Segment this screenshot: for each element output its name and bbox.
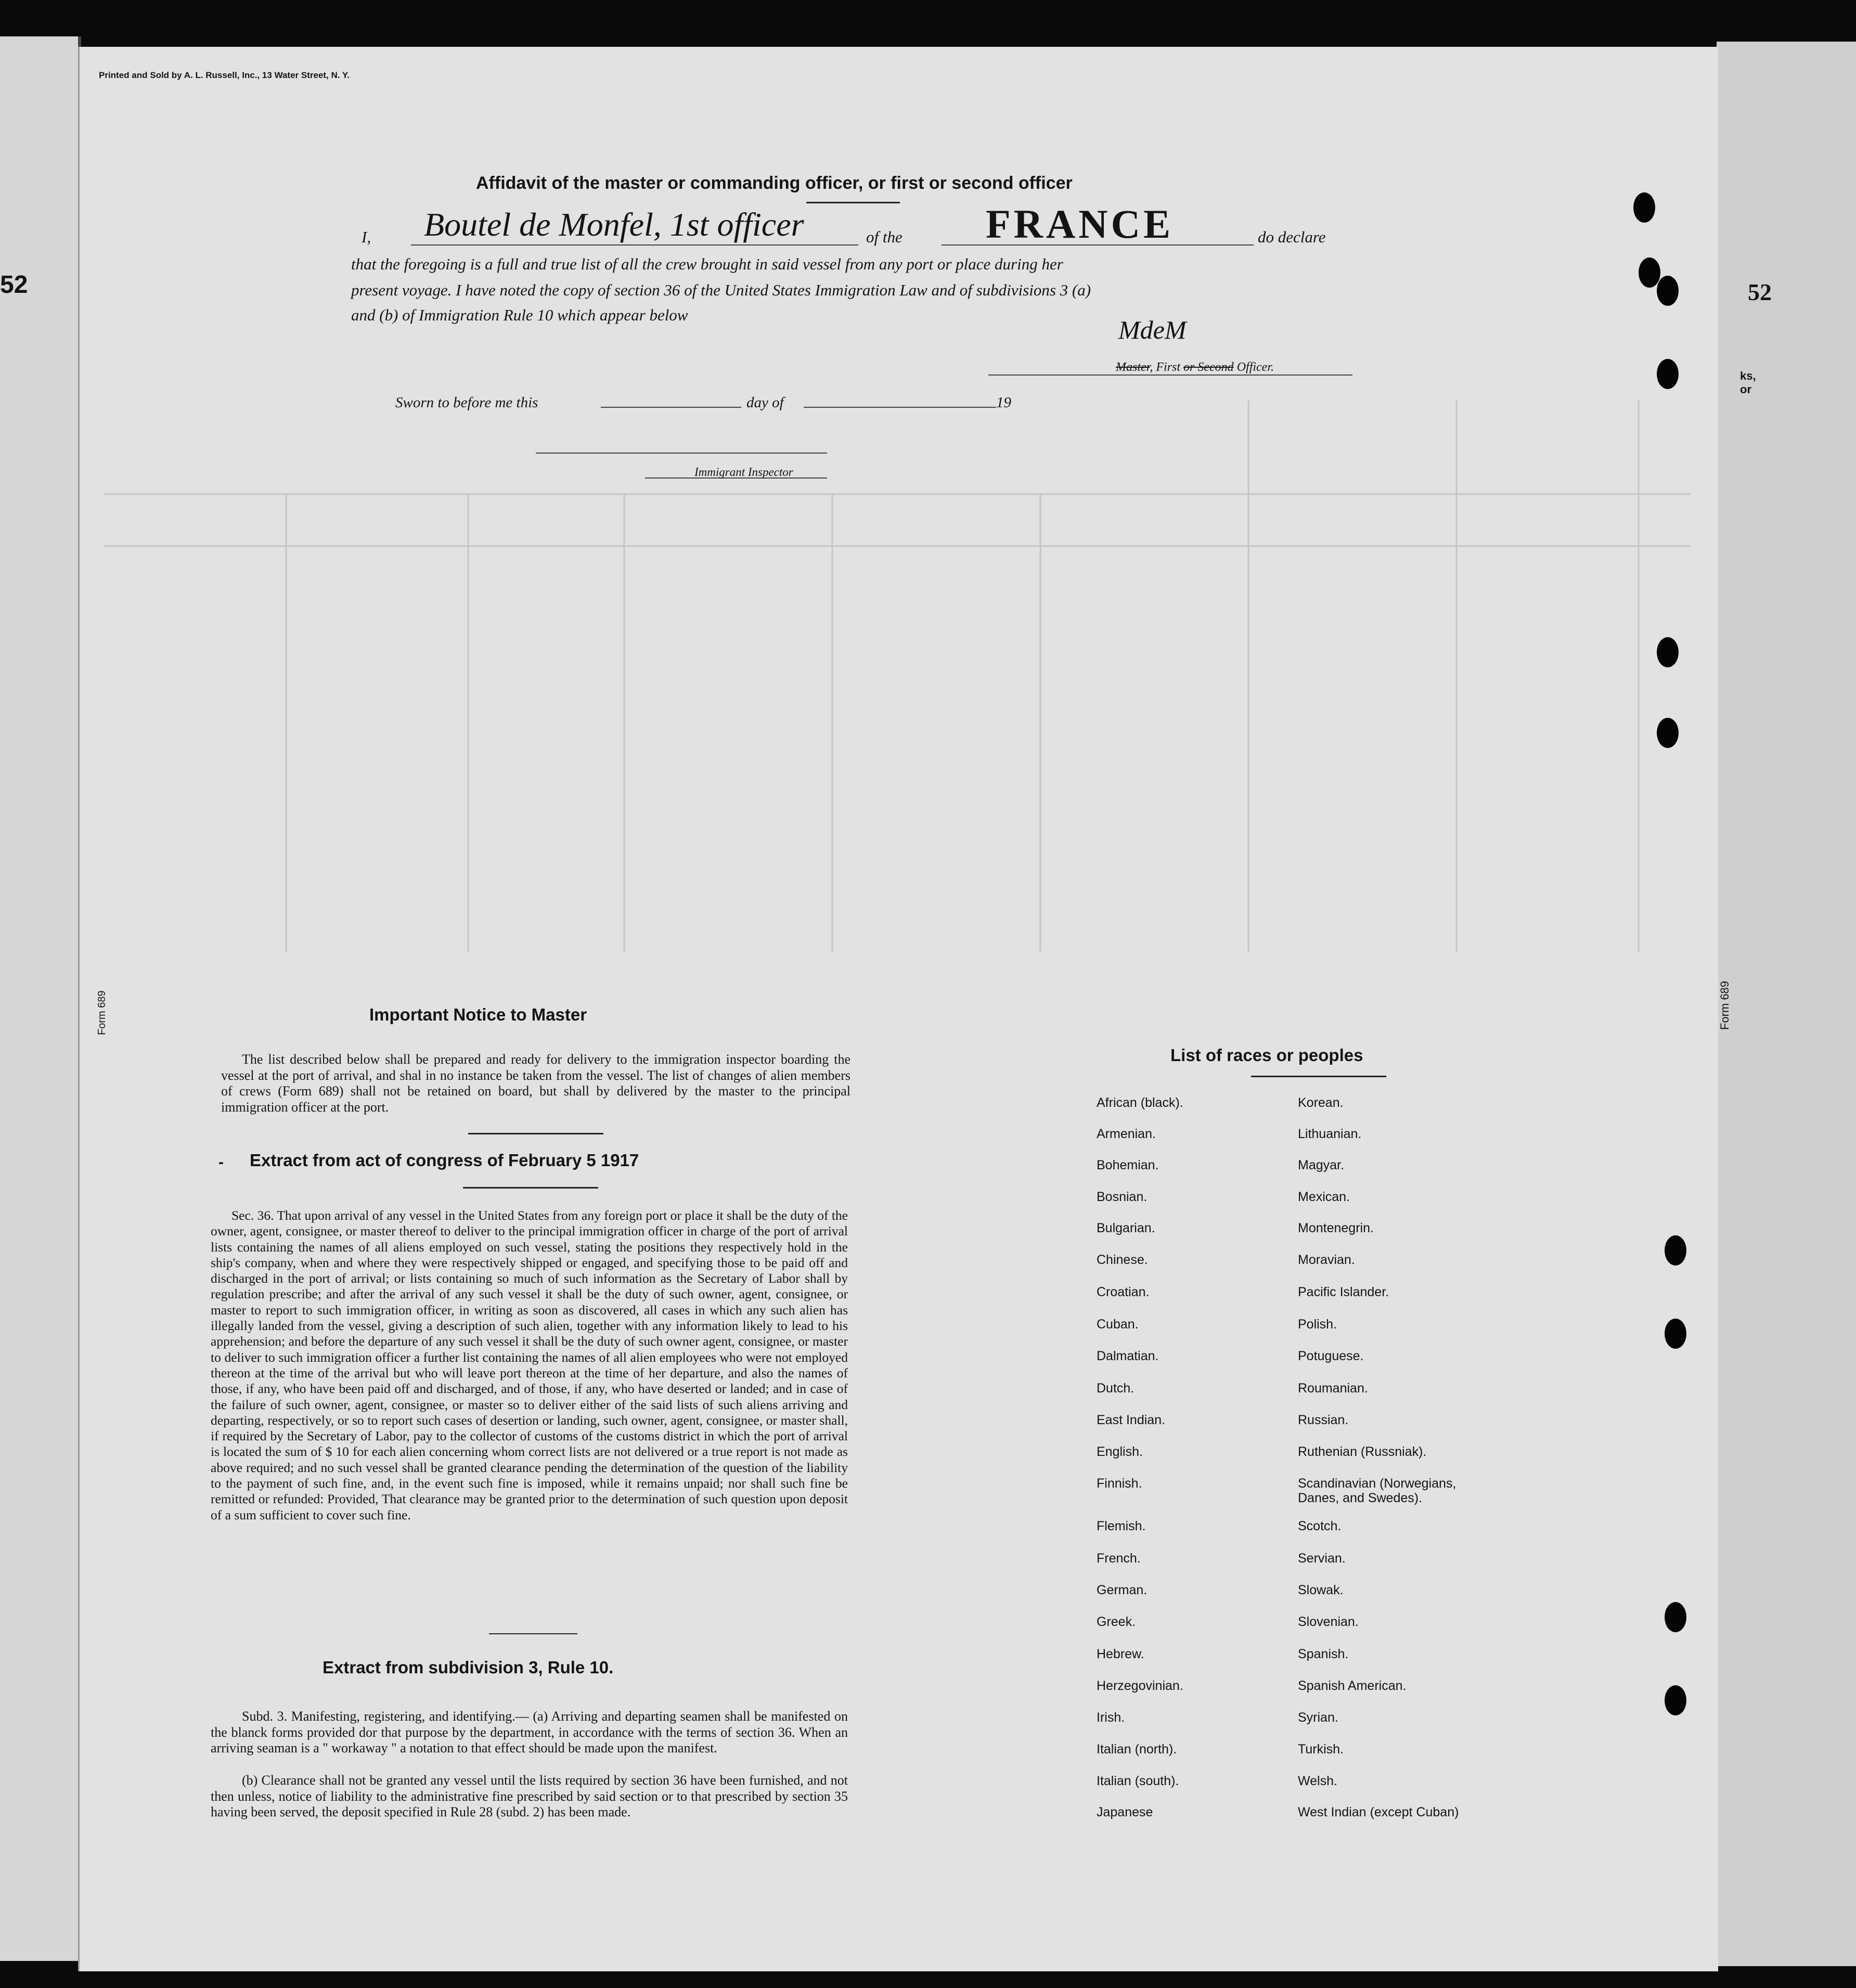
- affidavit-title: Affidavit of the master or commanding officer, or first or second officer: [476, 173, 1073, 193]
- day-of-label: day of: [746, 394, 784, 411]
- do-declare-label: do declare: [1258, 228, 1326, 246]
- binding-hole: [1665, 1602, 1686, 1632]
- vessel-name: FRANCE: [986, 201, 1174, 247]
- race-right-item: Syrian.: [1298, 1710, 1338, 1725]
- race-right-item: Russian.: [1298, 1413, 1349, 1427]
- race-right-item: Spanish American.: [1298, 1679, 1407, 1693]
- race-right-item: Polish.: [1298, 1317, 1337, 1332]
- race-left-item: Italian (north).: [1097, 1742, 1177, 1757]
- right-page-strip: [1717, 42, 1856, 1966]
- race-right-item: Scandinavian (Norwegians, Danes, and Swedes).: [1298, 1476, 1457, 1505]
- binding-hole: [1665, 1685, 1686, 1715]
- extract1-title: Extract from act of congress of February 5 1917: [250, 1151, 639, 1170]
- race-right-item: Ruthenian (Russniak).: [1298, 1444, 1427, 1459]
- binding-hole: [1665, 1235, 1686, 1266]
- extract1-rule: [463, 1187, 598, 1189]
- page-number-right: 52: [1748, 279, 1772, 305]
- affidavit-i: I,: [362, 228, 371, 246]
- extract1-dash: -: [218, 1154, 224, 1171]
- race-right-item: Roumanian.: [1298, 1381, 1368, 1396]
- race-left-item: French.: [1097, 1551, 1141, 1566]
- race-left-item: Chinese.: [1097, 1253, 1148, 1267]
- race-left-item: East Indian.: [1097, 1413, 1166, 1427]
- race-left-item: Bulgarian.: [1097, 1221, 1155, 1235]
- name-line: [411, 244, 858, 246]
- extract1-text: Sec. 36. That upon arrival of any vessel in the United States from any foreign port or place it shall be the duty of the owner, agent, consignee, or master thereof to deliver to the principal immigration officer in charge of the port of arrival lists containing the names of all aliens employed on such vessel, stating the positions they respectively hold in the ship's company, when and where they were respectively shipped or engaged, and specifying those to be paid off and discharged in the port of arrival; or lists containing so much of such information as the Secretary of Labor shall by regulation prescribe; and after the arrival of any such vessel it shall be the duty of such owner, agent, consignee, or master to report to such immigration officer, in writing as soon as discovered, all cases in which any such alien has illegally landed from the vessel, giving a description of such alien, together with any information likely to lead to his apprehension; and before the departure of any such vessel it shall be the duty of such owner agent, consignee, or master to deliver to such immigration officer a further list containing the names of all alien employees who were not employed thereon at the time of the arrival but who will leave port thereon at the time of her departure, and also the names of those, if any, who have been paid off and discharged, and of those, if any, who have deserted or landed; and in case of the failure of such owner, agent, consignee, or master so to deliver either of the said lists of such aliens arriving and departing, respectively, or so to report such cases of desertion or landing, such owner, agent, consignee, or master shall, if required by the Secretary of Labor, pay to the collector of customs of the customs district in which the port of arrival is located the sum of $ 10 for each alien concerning whom correct lists are not delivered or a true report is not made as above required; and no such vessel shall be granted clearance pending the determination of the question of the liability to the payment of such fine, and, in the event such fine is imposed, while it remains unpaid; nor shall such fine be remitted or refunded: Provided, That clearance may be granted prior to the determination of such question upon deposit of a sum sufficient to cover such fine.: [211, 1208, 848, 1522]
- year-prefix: 19: [996, 394, 1011, 411]
- race-left-item: Bosnian.: [1097, 1190, 1148, 1204]
- race-right-item: Pacific Islander.: [1298, 1285, 1389, 1299]
- extract2-text-a: Subd. 3. Manifesting, registering, and identifying.— (a) Arriving and departing seamen shall be manifested on the blanck forms provided dor that purpose by the department, in accordance with the terms of section 36. When an arriving seaman is a " workaway " a notation to that effect should be made upon the manifest.: [211, 1709, 848, 1755]
- race-left-item: Hebrew.: [1097, 1647, 1144, 1661]
- binding-hole: [1657, 276, 1679, 306]
- margin-fragment: ks, or: [1740, 369, 1756, 396]
- left-page-strip: [0, 36, 81, 1961]
- race-left-item: Dutch.: [1097, 1381, 1135, 1396]
- vessel-line: [942, 244, 1254, 246]
- race-right-item: Slowak.: [1298, 1583, 1344, 1597]
- officer-name-handwritten: Boutel de Monfel, 1st officer: [424, 206, 804, 243]
- second-struck: or Second: [1183, 360, 1234, 374]
- affidavit-line-2: that the foregoing is a full and true list of all the crew brought in said vessel from any port or place during her: [351, 255, 1063, 273]
- notice-text: The list described below shall be prepared and ready for delivery to the immigration inspector boarding the vessel at the port of arrival, and shal in no instance be taken from the vessel. The list of changes of alien members of crews (Form 689) shall not be retained on board, but shall by delivered by the master to the principal immigration officer at the port.: [221, 1052, 850, 1115]
- race-right-item: Welsh.: [1298, 1774, 1337, 1788]
- race-right-item: Mexican.: [1298, 1190, 1350, 1204]
- sworn-label: Sworn to before me this: [395, 394, 538, 411]
- race-left-item: Irish.: [1097, 1710, 1125, 1725]
- race-right-item: Slovenian.: [1298, 1615, 1359, 1629]
- race-right-item: West Indian (except Cuban): [1298, 1805, 1459, 1819]
- race-right-item: Lithuanian.: [1298, 1127, 1362, 1141]
- race-right-item: Montenegrin.: [1298, 1221, 1374, 1235]
- extract2-text-b: (b) Clearance shall not be granted any vessel until the lists required by section 36 have been furnished, and not then unless, notice of liability to the administrative fine prescribed by said section or to that prescribed by section 35 having been served, the deposit specified in Rule 28 (subd. 2) has been made.: [211, 1773, 848, 1819]
- affidavit-line-4: and (b) of Immigration Rule 10 which appear below: [351, 306, 688, 324]
- races-title: List of races or peoples: [1170, 1045, 1363, 1065]
- printer-credit: Printed and Sold by A. L. Russell, Inc., 13 Water Street, N. Y.: [99, 70, 350, 80]
- month-line: [804, 407, 996, 408]
- race-right-item: Magyar.: [1298, 1158, 1344, 1172]
- race-right-item: Korean.: [1298, 1095, 1344, 1110]
- notice-rule: [468, 1133, 603, 1134]
- race-left-item: Flemish.: [1097, 1519, 1146, 1533]
- race-left-item: Japanese: [1097, 1805, 1153, 1819]
- races-rule: [1251, 1076, 1386, 1077]
- affidavit-line-3: present voyage. I have noted the copy of section 36 of the United States Immigration Law and of subdivisions 3 (a): [351, 281, 1091, 299]
- binding-hole: [1657, 359, 1679, 389]
- extract2-title: Extract from subdivision 3, Rule 10.: [323, 1658, 614, 1677]
- race-right-item: Potuguese.: [1298, 1349, 1364, 1363]
- binding-hole: [1657, 718, 1679, 748]
- race-left-item: Dalmatian.: [1097, 1349, 1159, 1363]
- notice-title: Important Notice to Master: [369, 1005, 587, 1024]
- officer-label: Officer.: [1236, 360, 1274, 374]
- binding-hole: [1657, 637, 1679, 667]
- race-left-item: Croatian.: [1097, 1285, 1150, 1299]
- race-left-item: Cuban.: [1097, 1317, 1139, 1332]
- race-left-item: German.: [1097, 1583, 1148, 1597]
- race-right-item: Turkish.: [1298, 1742, 1344, 1757]
- race-left-item: English.: [1097, 1444, 1143, 1459]
- inspector-line-1: [536, 453, 827, 454]
- first-label: , First: [1150, 360, 1181, 374]
- race-right-item: Scotch.: [1298, 1519, 1342, 1533]
- master-struck: Master: [1116, 360, 1150, 374]
- race-right-item: Servian.: [1298, 1551, 1346, 1566]
- of-the-label: of the: [866, 228, 903, 246]
- race-left-item: African (black).: [1097, 1095, 1183, 1110]
- race-right-item: Moravian.: [1298, 1253, 1355, 1267]
- extract1-end-rule: [489, 1633, 577, 1634]
- officer-title-line: [1116, 360, 1274, 375]
- race-left-item: Bohemian.: [1097, 1158, 1159, 1172]
- race-left-item: Herzegovinian.: [1097, 1679, 1183, 1693]
- race-left-item: Greek.: [1097, 1615, 1136, 1629]
- binding-hole: [1633, 192, 1655, 223]
- officer-signature: MdeM: [1118, 315, 1187, 344]
- race-left-item: Italian (south).: [1097, 1774, 1179, 1788]
- sworn-day-line: [601, 407, 741, 408]
- title-rule: [806, 202, 900, 203]
- race-right-item: Spanish.: [1298, 1647, 1349, 1661]
- binding-hole: [1665, 1319, 1686, 1349]
- form-label-right: Form 689: [1718, 980, 1731, 1030]
- race-left-item: Armenian.: [1097, 1127, 1156, 1141]
- form-label-left: Form 689: [96, 990, 108, 1035]
- bleed-through-ruling: [104, 120, 1691, 1004]
- race-left-item: Finnish.: [1097, 1476, 1142, 1491]
- page-number-left: 52: [0, 271, 28, 299]
- binding-hole: [1639, 257, 1660, 288]
- signature-line: [988, 375, 1352, 376]
- inspector-label: Immigrant Inspector: [694, 466, 793, 479]
